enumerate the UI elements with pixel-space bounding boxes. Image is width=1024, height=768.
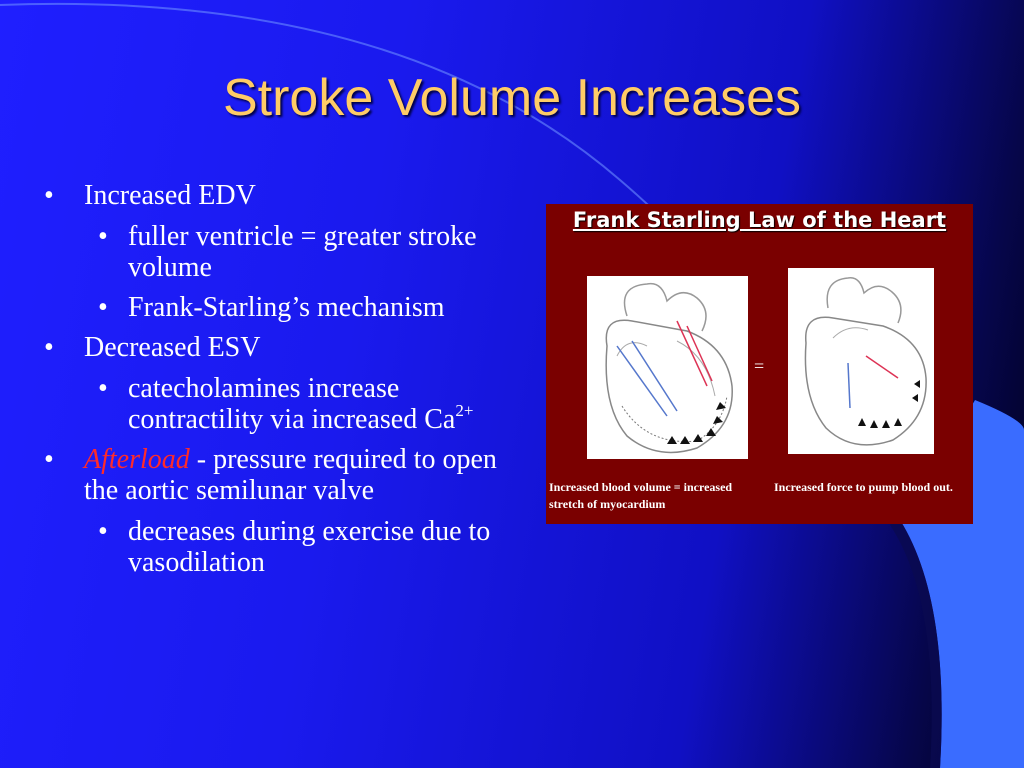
superscript: 2+	[455, 400, 474, 420]
figure-title: Frank Starling Law of the Heart	[572, 208, 947, 232]
bullet-dot: •	[44, 332, 54, 363]
bullet-text: Increased EDV	[84, 180, 256, 211]
bullet-list	[40, 180, 500, 587]
sub-bullet-vasodilation	[40, 516, 500, 578]
bullet-text: catecholamines increase contractility via increased Ca	[128, 373, 456, 435]
bullet-text: decreases during exercise due to vasodilation	[128, 516, 491, 578]
sub-bullet-catecholamines	[40, 373, 500, 435]
bullet-text: Decreased ESV	[84, 332, 261, 363]
bullet-dot: •	[98, 516, 108, 547]
bullet-dot: •	[98, 292, 108, 323]
equals-sign: =	[754, 356, 765, 376]
bullet-dot: •	[98, 373, 108, 404]
heart-illustration-icon	[788, 268, 934, 454]
bullet-increased-edv	[40, 180, 500, 211]
bullet-decreased-esv	[40, 332, 500, 363]
caption-increased-volume: Increased blood volume = increased stretch of myocardium	[549, 480, 733, 511]
heart-diagram-contracting	[788, 268, 934, 454]
frank-starling-figure	[546, 204, 973, 524]
sub-bullet-frank-starling	[40, 292, 500, 323]
bullet-dot: •	[44, 444, 54, 475]
heart-diagram-stretched	[587, 276, 748, 459]
bullet-dot: •	[98, 221, 108, 252]
bullet-dot: •	[44, 180, 54, 211]
heart-illustration-icon	[587, 276, 748, 459]
caption-increased-force: Increased force to pump blood out.	[774, 480, 953, 494]
bullet-text: Frank-Starling’s mechanism	[128, 292, 445, 323]
slide-title: Stroke Volume Increases	[222, 69, 802, 127]
afterload-term: Afterload	[84, 444, 190, 475]
bullet-afterload	[40, 444, 500, 506]
bullet-text: - pressure required to open the aortic semilunar valve	[84, 444, 497, 506]
bullet-text: fuller ventricle = greater stroke volume	[128, 221, 477, 283]
sub-bullet-fuller-ventricle	[40, 221, 500, 283]
